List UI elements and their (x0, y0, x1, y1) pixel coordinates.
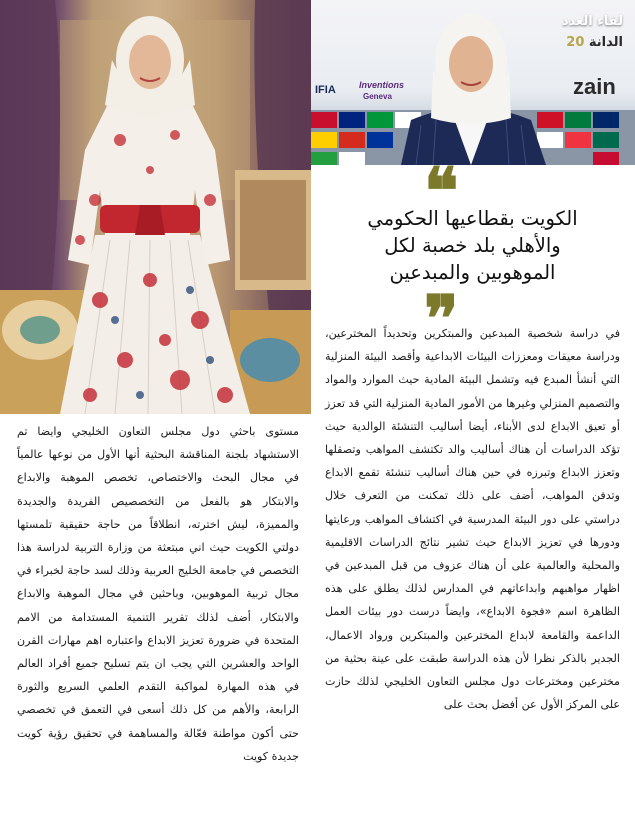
headline-line-1: الكويت بقطاعيها الحكومي (367, 207, 578, 230)
issue-badge (566, 35, 623, 50)
photo-illustration (0, 0, 311, 414)
headline-line-2: والأهلي بلد خصبة لكل (384, 234, 561, 257)
issue-number: 20 (566, 35, 585, 50)
backdrop-logo-zain: zain (573, 74, 616, 99)
photo-interviewee-floral-dress (0, 0, 311, 414)
body-column-right (325, 322, 620, 716)
quote-close-icon: ❞ (424, 282, 459, 357)
body-paragraph: مستوى باحثي دول مجلس التعاون الخليجي وايضا تم الاستشهاد بلجنة المناقشة البحثية أنها الأول من نوعها عالمياً في مجال البحث والاختصاص، تخصص الموهبة والابداع والابتكار هو بالفعل من التخصصيص الفريدة والجديدة والمميزة، ليش اخترته، انطلاقاً من حاجة حقيقية تلمستها دولتي الكويت حيث اني مبتعثة من وزارة التربية لدراسة هذا التخصص في جامعة الخليج العربية وذلك لسد حاجة لخبراء في مجال تربية الموهوبين، وباحثين في مجال الموهبة والابداع والابتكار، أضف لذلك تقرير التنمية المستدامة من الامم المتحدة في ضرورة تعزيز الابداع واعتباره اهم مهارات القرن الواحد والعشرين التي يجب ان يتم تسليح جميع أفراد العالم في هذه المهارة لمواكبة التقدم العلمي السريع والثورة الرابعة، والأهم من كل ذلك أسعى في التعمق في تخصصي حتى أكون مواطنة فعّالة والمساهمة في تحقيق رؤية كويت جديدة كويت (17, 425, 299, 763)
section-tag: لقاء العدد (561, 14, 623, 29)
backdrop-logo-geneva: Geneva (363, 92, 392, 101)
backdrop-logo-inventions: Inventions (359, 80, 405, 90)
magazine-name: الدانة (588, 35, 623, 50)
pull-quote-headline (325, 205, 620, 286)
body-column-left (17, 420, 299, 768)
quote-open-icon: ❝ (424, 154, 459, 229)
photo-interviewee-conference (311, 0, 635, 165)
headline-line-3: الموهوبين والمبدعين (389, 261, 556, 284)
backdrop-logo-ifia: IFIA (315, 84, 336, 96)
body-paragraph: في دراسة شخصية المبدعين والمبتكرين وتحديداً المخترعين، ودراسة معيقات ومعززات البيئات الابداعية وأقصد البيئة المنزلية التي أنشأ المبدع فيه وتشمل البيئة المادية حيث الموارد والمواد والتصميم المنزلي وغيرها من الأمور المادية المنزلية التي قد تعزز أو تعيق الابداع لدى الأبناء، أيضا أساليب التنشئة الوالدية حيث تؤكد الدراسات أن هناك أساليب والد تكتشف المواهب وتصقلها وتعزز الابداع وتبرزه في حين هناك أساليب تنشئة تقمع الابداع وتدفن المواهب، أضف على ذلك تمكنت من التعرف خلال دراستي على دور البيئة المدرسية في اكتشاف المواهب ورعايتها ودورها في تعزيز الابداع حيث تشير نتائج الدراسات الاقليمية والمحلية والعالمية على أن هناك عزوف من قبل المبدعين في اظهار مواهبهم وابداعاتهم في المدارس لذلك يطلق على هذه الظاهرة اسم «فجوة الابداع»، وايضاً درست دور بيئات العمل الداعمة والقامعة لابداع المخترعين والمبتكرين ورواد الاعمال، الجدير بالذكر نظرا لأن هذه الدراسة طبقت على عينة بحثية من مخترعين ومخترعات دول مجلس التعاون الخليجي لذلك حازت على المركز الأول عن أفضل بحث على (325, 327, 620, 712)
